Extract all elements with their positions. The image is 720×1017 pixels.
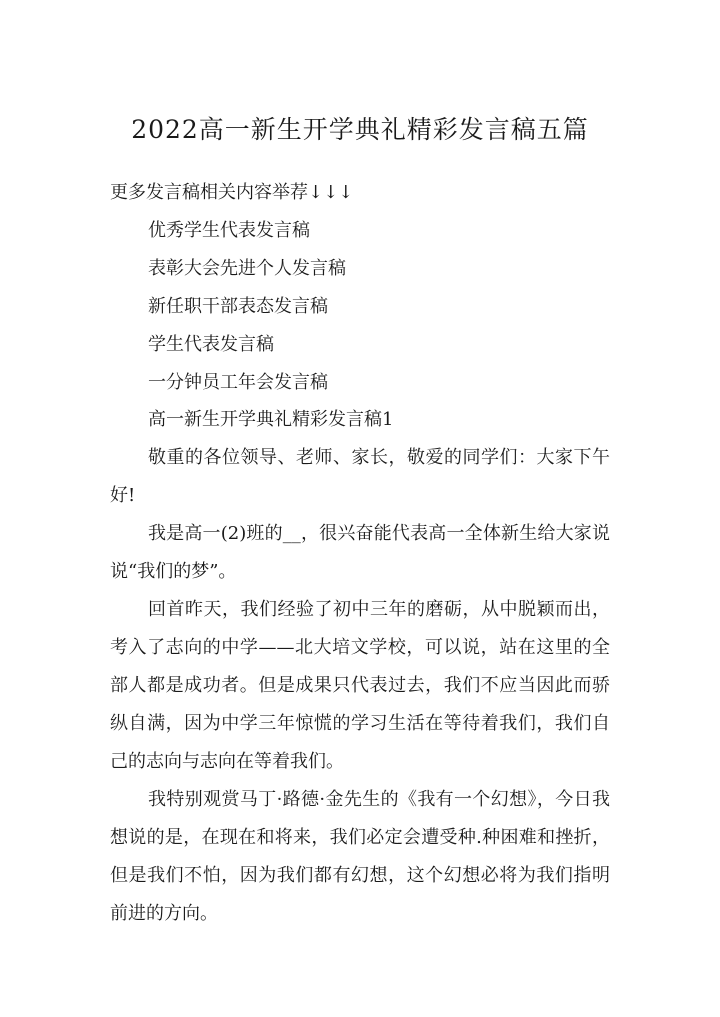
paragraph: 回首昨天，我们经验了初中三年的磨砺，从中脱颖而出，考入了志向的中学——北大培文学校，可以说，站在这里的全部人都是成功者。但是成果只代表过去，我们不应当因此而骄纵自满，因为中学三年惊慌的学习生活在等待着我们，我们自己的志向与志向在等着我们。 — [110, 599, 610, 772]
document-title: 2022高一新生开学典礼精彩发言稿五篇 — [131, 115, 589, 144]
related-link[interactable]: 表彰大会先进个人发言稿 — [148, 258, 346, 279]
related-link[interactable]: 一分钟员工年会发言稿 — [148, 372, 328, 393]
related-link[interactable]: 优秀学生代表发言稿 — [148, 220, 310, 241]
paragraph: 我是高一(2)班的__，很兴奋能代表高一全体新生给大家说说“我们的梦”。 — [110, 523, 610, 582]
paragraph: 敬重的各位领导、老师、家长，敬爱的同学们：大家下午好! — [110, 447, 610, 506]
paragraph: 我特别观赏马丁·路德·金先生的《我有一个幻想》，今日我想说的是，在现在和将来，我们必定会遭受种.种困难和挫折，但是我们不怕，因为我们都有幻想，这个幻想必将为我们指明前进的方向。 — [110, 789, 610, 924]
section-title: 高一新生开学典礼精彩发言稿1 — [148, 409, 394, 430]
recommend-header: 更多发言稿相关内容举荐↓↓↓ — [110, 182, 354, 203]
related-link[interactable]: 新任职干部表态发言稿 — [148, 296, 328, 317]
related-link[interactable]: 学生代表发言稿 — [148, 334, 274, 355]
